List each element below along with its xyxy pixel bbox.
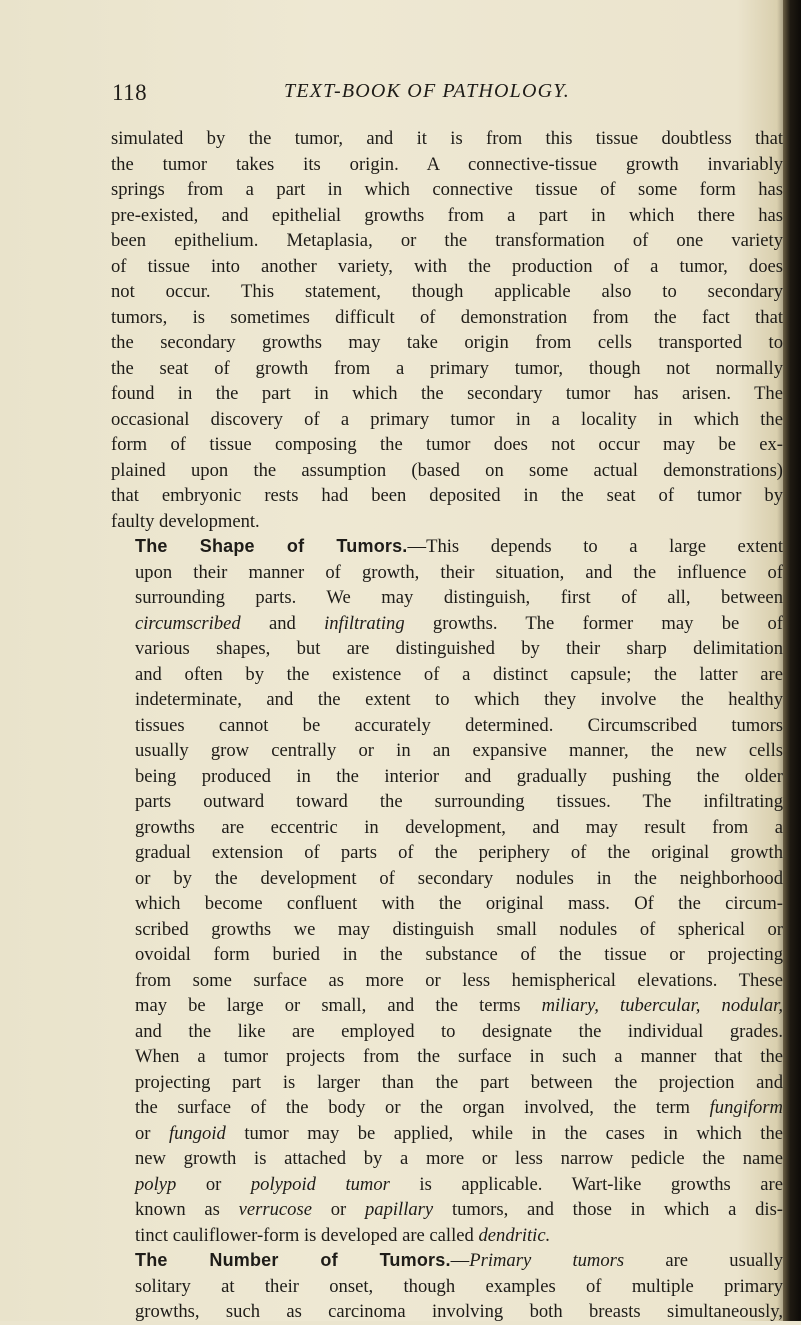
text-segment: or (135, 1122, 169, 1144)
text-segment: and (240, 612, 325, 634)
italic-term: papillary (365, 1199, 434, 1220)
body-text (111, 126, 783, 1325)
italic-term: miliary, tubercular, nodular, (541, 995, 783, 1016)
text-line (111, 789, 783, 815)
text-line: simulated by the tumor, and it is from this tissue doubtless that (111, 128, 783, 149)
text-segment: or (311, 1199, 365, 1220)
text-line (111, 815, 783, 841)
text-line (111, 738, 783, 764)
text-line (111, 840, 783, 866)
text-segment: solitary at their onset, though examples of multiple primary (135, 1275, 783, 1297)
italic-term: fungoid (169, 1122, 226, 1144)
section-heading: The Number of Tumors. (135, 1250, 451, 1270)
text-line: not occur. This statement, though applicable also to secondary (111, 281, 783, 302)
text-segment: which become confluent with the original mass. Of the circum- (135, 893, 783, 914)
text-segment: parts outward toward the surrounding tissues. The infiltrating (135, 791, 783, 812)
text-line (111, 585, 783, 611)
text-line (111, 764, 783, 790)
text-segment: indeterminate, and the extent to which they involve the healthy (135, 689, 783, 710)
text-line (111, 560, 783, 586)
text-line (111, 534, 783, 560)
text-line: the tumor takes its origin. A connective-tissue growth invariably (111, 153, 783, 175)
text-segment: tumor may be applied, while in the cases in which the (225, 1122, 784, 1144)
section-heading: The Shape of Tumors. (135, 536, 408, 556)
text-segment: — (450, 1250, 470, 1271)
text-segment: growths. The former may be of (404, 612, 783, 634)
italic-term: dendritic. (478, 1224, 551, 1246)
text-segment: surrounding parts. We may distinguish, first of all, between (135, 587, 783, 608)
text-segment: tinct cauliflower-form is developed are called (135, 1224, 479, 1246)
text-line (111, 968, 783, 994)
text-segment: may be large or small, and the terms (135, 995, 542, 1016)
text-segment: growths are eccentric in development, and may result from a (135, 816, 783, 838)
text-segment: known as (135, 1199, 239, 1220)
text-segment: tumors, and those in which a dis- (433, 1199, 783, 1220)
italic-term: circumscribed (135, 612, 241, 634)
text-line (111, 1248, 783, 1274)
text-segment: projecting part is larger than the part between the projection and (135, 1071, 783, 1093)
paragraph-shape-of-tumors (111, 534, 783, 1248)
italic-term: verrucose (238, 1199, 312, 1220)
text-line: occasional discovery of a primary tumor in a locality in which the (111, 408, 783, 430)
text-line (111, 942, 783, 968)
text-line: pre-existed, and epithelial growths from a part in which there has (111, 204, 783, 226)
page-edge-shadow (783, 0, 801, 1321)
paragraph-number-of-tumors (111, 1248, 783, 1325)
text-line: been epithelium. Metaplasia, or the transformation of one variety (111, 230, 783, 251)
text-line (111, 1197, 783, 1223)
text-line (111, 662, 783, 688)
text-segment: When a tumor projects from the surface in such a manner that the (135, 1046, 783, 1067)
running-title: TEXT-BOOK OF PATHOLOGY. (284, 80, 570, 102)
text-segment: various shapes, but are distinguished by their sharp delimitation (135, 638, 783, 659)
text-line: that embryonic rests had been deposited in the seat of tumor by (111, 485, 783, 506)
text-line: found in the part in which the secondary tumor has arisen. The (111, 383, 783, 404)
italic-term: infiltrating (324, 612, 405, 634)
text-line (111, 713, 783, 739)
text-segment: are usually (624, 1250, 783, 1271)
page-number: 118 (112, 80, 148, 105)
text-line (111, 891, 783, 917)
text-segment: from some surface as more or less hemispherical elevations. These (135, 969, 783, 991)
text-line: form of tissue composing the tumor does not occur may be ex- (111, 434, 783, 455)
text-segment: the surface of the body or the organ involved, the term (135, 1097, 710, 1118)
text-line (111, 1121, 783, 1147)
italic-term: Primary tumors (469, 1250, 625, 1271)
text-segment: new growth is attached by a more or less narrow pedicle the name (135, 1148, 783, 1169)
text-segment: usually grow centrally or in an expansive manner, the new cells (135, 740, 783, 761)
text-line (111, 1044, 783, 1070)
text-line (111, 1070, 783, 1096)
italic-term: polypoid tumor (250, 1173, 390, 1195)
text-line (111, 636, 783, 662)
text-segment: tissues cannot be accurately determined. Circumscribed tumors (135, 714, 783, 736)
text-line: faulty development. (111, 510, 260, 532)
text-line (111, 1223, 783, 1249)
text-segment: and the like are employed to designate the individual grades. (135, 1020, 783, 1042)
text-segment: or (176, 1173, 251, 1195)
text-segment: upon their manner of growth, their situation, and the influence of (135, 561, 783, 583)
text-segment: —This depends to a large extent (407, 536, 783, 557)
text-segment: is applicable. Wart-like growths are (389, 1173, 783, 1195)
text-line: the seat of growth from a primary tumor, though not normally (111, 357, 783, 379)
italic-term: polyp (135, 1173, 177, 1195)
text-line (111, 1095, 783, 1121)
text-line: the secondary growths may take origin from cells transported to (111, 332, 783, 353)
text-segment: or by the development of secondary nodules in the neighborhood (135, 867, 783, 889)
text-line (111, 993, 783, 1019)
text-line (111, 866, 783, 892)
text-line: of tissue into another variety, with the production of a tumor, does (111, 255, 783, 277)
text-line (111, 687, 783, 713)
text-segment: ovoidal form buried in the substance of the tissue or projecting (135, 944, 783, 965)
paragraph (111, 126, 783, 534)
text-line: springs from a part in which connective tissue of some form has (111, 179, 783, 200)
text-line (111, 611, 783, 637)
text-segment: and often by the existence of a distinct capsule; the latter are (135, 663, 783, 685)
text-segment: being produced in the interior and gradually pushing the older (135, 765, 783, 787)
page-header (112, 80, 672, 114)
italic-term: fungiform (709, 1097, 783, 1118)
text-segment: gradual extension of parts of the periphery of the original growth (135, 842, 783, 863)
text-line (111, 1146, 783, 1172)
text-segment: growths, such as carcinoma involving both breasts simultaneously, (135, 1301, 783, 1322)
text-line (111, 917, 783, 943)
text-line: tumors, is sometimes difficult of demonstration from the fact that (111, 306, 783, 328)
text-line (111, 1019, 783, 1045)
text-segment: scribed growths we may distinguish small nodules of spherical or (135, 918, 783, 940)
text-line (111, 1172, 783, 1198)
text-line (111, 1274, 783, 1300)
text-line: plained upon the assumption (based on some actual demonstrations) (111, 459, 783, 481)
